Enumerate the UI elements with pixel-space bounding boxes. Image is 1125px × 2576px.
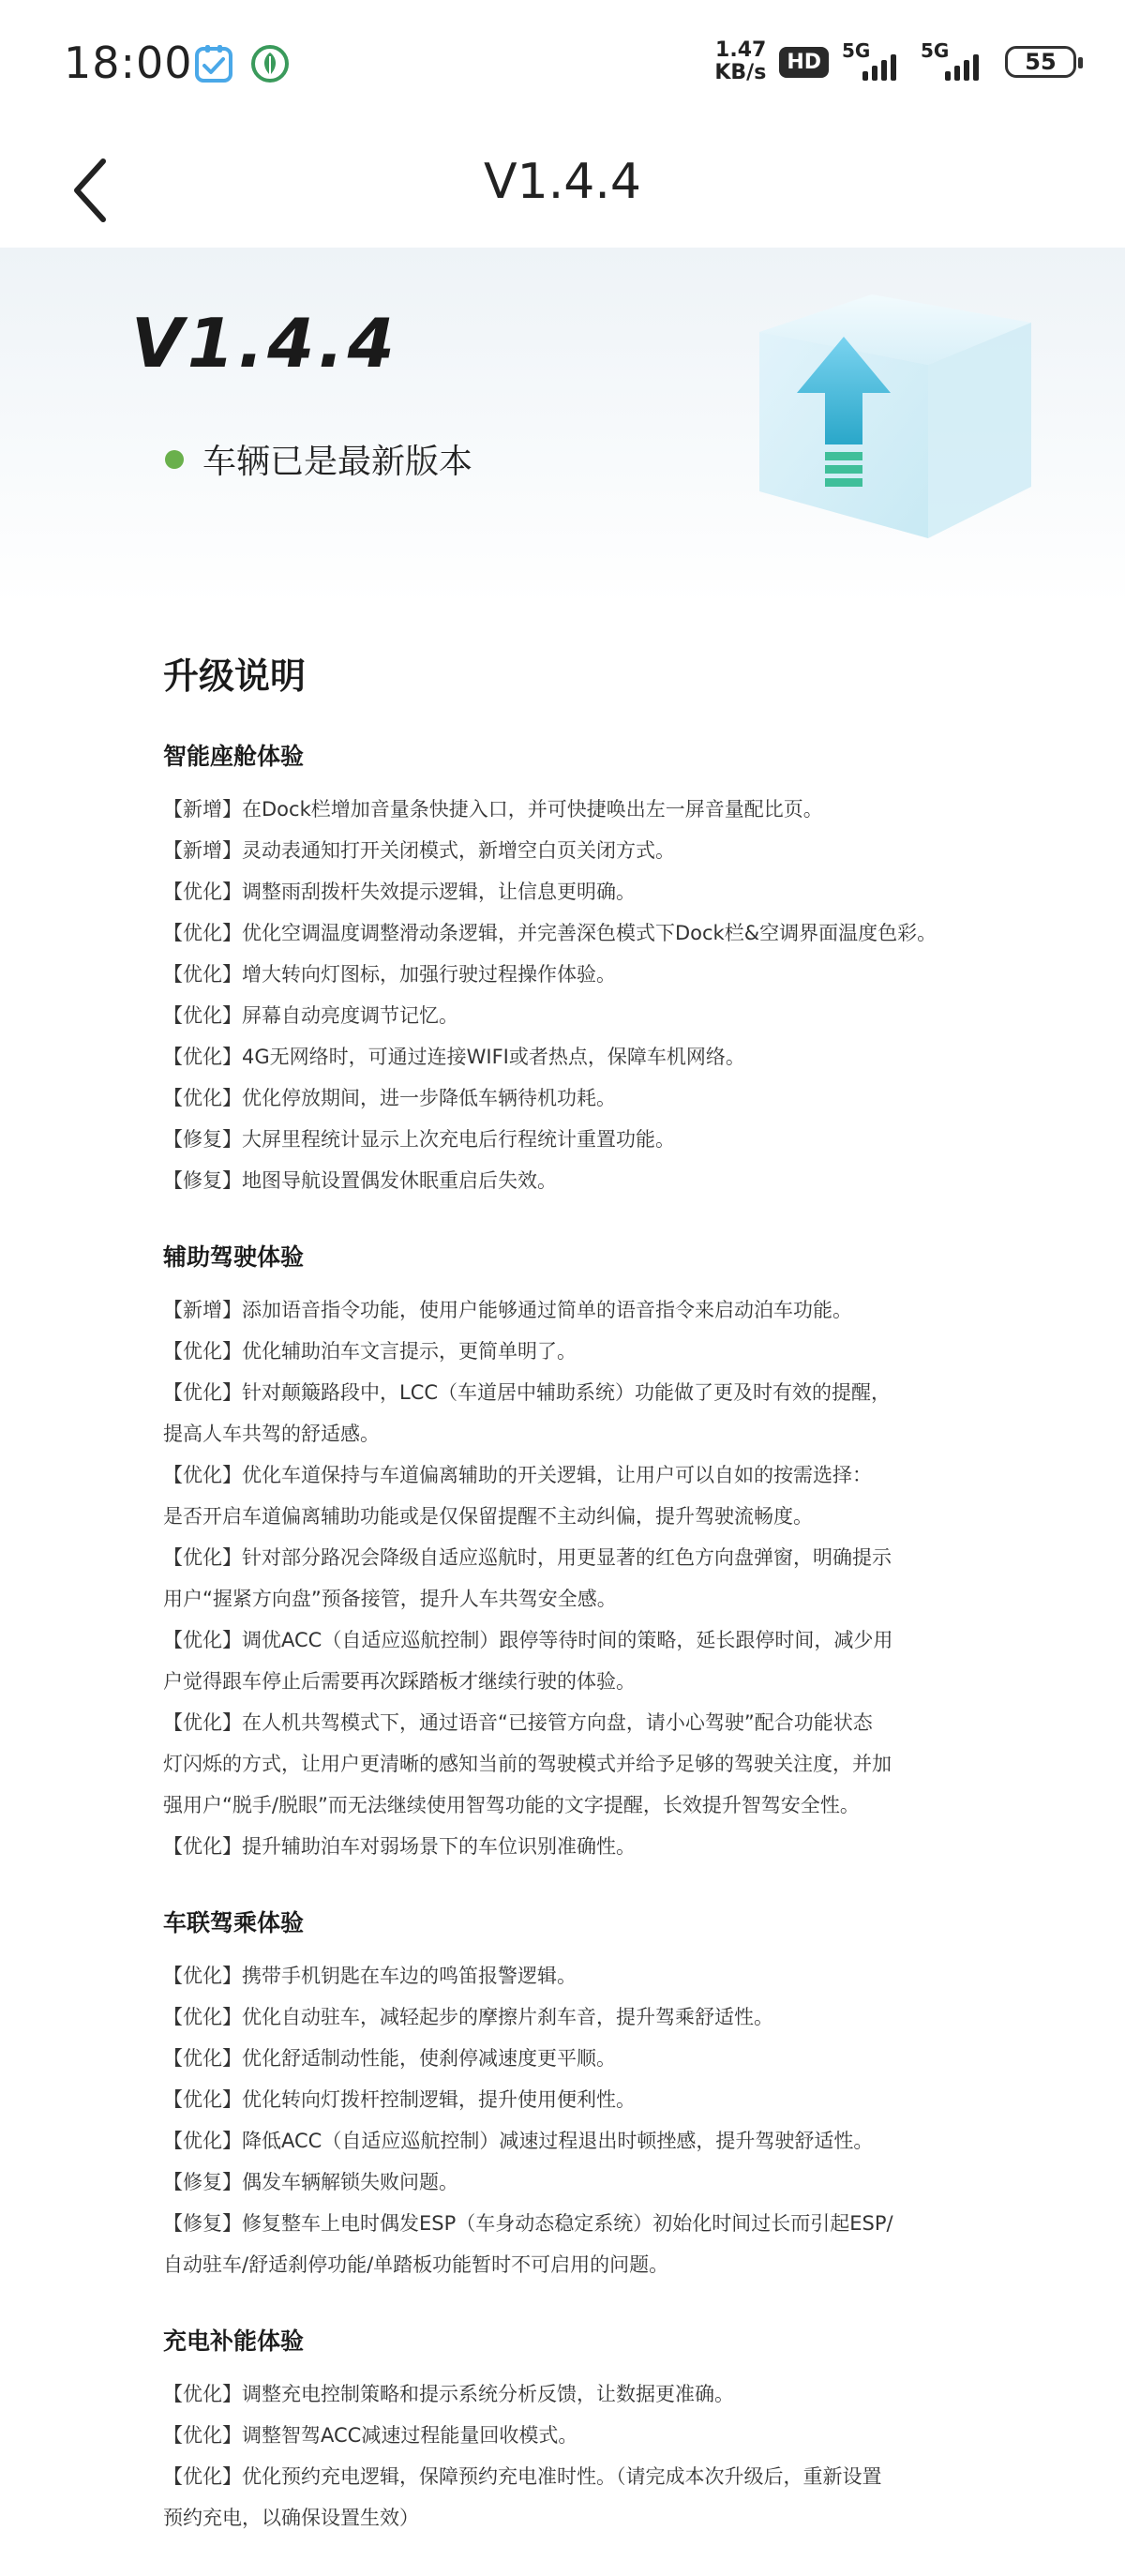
note-line: 【优化】优化预约充电逻辑，保障预约充电准时性。（请完成本次升级后，重新设置 [163, 2465, 882, 2488]
network-speed: 1.47 KB/s [714, 38, 767, 84]
task-check-icon [193, 43, 234, 88]
note-line: 【优化】优化转向灯拨杆控制逻辑，提升使用便利性。 [163, 2088, 636, 2111]
status-time: 18:00 [64, 38, 193, 88]
note-line: 强用户“脱手/脱眼”而无法继续使用智驾功能的文字提醒，长效提升智驾安全性。 [163, 1794, 860, 1816]
note-line: 【优化】调优ACC（自适应巡航控制）跟停等待时间的策略，延长跟停时间，减少用 [163, 1629, 893, 1651]
note-line: 【优化】4G无网络时，可通过连接WIFI或者热点，保障车机网络。 [163, 1046, 745, 1068]
update-status: 车辆已是最新版本 [165, 435, 472, 483]
note-line: 【优化】优化辅助泊车文言提示，更简单明了。 [163, 1340, 577, 1363]
notes-section [163, 1239, 1007, 1867]
notes-section [163, 2323, 1007, 2538]
note-line: 【修复】修复整车上电时偶发ESP（车身动态稳定系统）初始化时间过长而引起ESP/ [163, 2212, 893, 2235]
note-line: 【优化】针对颠簸路段中，LCC（车道居中辅助系统）功能做了更及时有效的提醒， [163, 1381, 892, 1404]
status-indicators [714, 39, 1076, 84]
page-title: V1.4.4 [484, 154, 641, 210]
note-line: 用户“握紧方向盘”预备接管，提升人车共驾安全感。 [163, 1588, 617, 1610]
note-line: 【优化】增大转向灯图标，加强行驶过程操作体验。 [163, 963, 616, 986]
note-line: 【新增】添加语音指令功能，使用户能够通过简单的语音指令来启动泊车功能。 [163, 1299, 852, 1321]
note-line: 是否开启车道偏离辅助功能或是仅保留提醒不主动纠偏，提升驾驶流畅度。 [163, 1505, 813, 1528]
note-line: 【新增】灵动表通知打开关闭模式，新增空白页关闭方式。 [163, 839, 675, 862]
note-line: 【优化】调整智驾ACC减速过程能量回收模式。 [163, 2424, 578, 2447]
signal-sim1-icon: 5G [842, 43, 908, 81]
note-line: 灯闪烁的方式，让用户更清晰的感知当前的驾驶模式并给予足够的驾驶关注度，并加 [163, 1753, 892, 1775]
notes-title: 升级说明 [163, 655, 307, 697]
note-line: 【修复】地图导航设置偶发休眠重启后失效。 [163, 1169, 557, 1192]
notes-section [163, 1905, 1007, 2285]
hero-version: V1.4.4 [131, 304, 398, 383]
note-line: 【修复】大屏里程统计显示上次充电后行程统计重置功能。 [163, 1128, 675, 1151]
note-line: 【优化】携带手机钥匙在车边的鸣笛报警逻辑。 [163, 1965, 577, 1987]
section-title: 车联驾乘体验 [163, 1909, 305, 1936]
nav-bar [0, 131, 1125, 248]
note-line: 户觉得跟车停止后需要再次踩踏板才继续行驶的体验。 [163, 1670, 636, 1693]
note-line: 【修复】偶发车辆解锁失败问题。 [163, 2171, 458, 2193]
note-line: 预约充电，以确保设置生效） [163, 2507, 419, 2529]
note-line: 【优化】在人机共驾模式下，通过语音“已接管方向盘，请小心驾驶”配合功能状态 [163, 1711, 873, 1734]
section-title: 智能座舱体验 [163, 743, 305, 770]
note-line: 【优化】优化车道保持与车道偏离辅助的开关逻辑，让用户可以自如的按需选择： [163, 1464, 872, 1486]
note-line: 【优化】屏幕自动亮度调节记忆。 [163, 1004, 458, 1027]
note-line: 【优化】优化停放期间，进一步降低车辆待机功耗。 [163, 1087, 616, 1109]
note-line: 【新增】在Dock栏增加音量条快捷入口，并可快捷唤出左一屏音量配比页。 [163, 798, 823, 821]
note-line: 【优化】调整雨刮拨杆失效提示逻辑，让信息更明确。 [163, 881, 636, 903]
status-dot-icon [165, 450, 184, 469]
status-bar [0, 0, 1125, 131]
note-line: 【优化】针对部分路况会降级自适应巡航时，用更显著的红色方向盘弹窗，明确提示 [163, 1546, 892, 1569]
section-title: 充电补能体验 [163, 2327, 305, 2355]
notes-section [163, 738, 1007, 1201]
release-notes [163, 647, 1007, 2576]
hd-voice-badge: HD [779, 47, 829, 78]
note-line: 提高人车共驾的舒适感。 [163, 1423, 380, 1445]
note-line: 【优化】调整充电控制策略和提示系统分析反馈，让数据更准确。 [163, 2383, 734, 2405]
note-line: 【优化】优化舒适制动性能，使刹停减速度更平顺。 [163, 2047, 616, 2070]
note-line: 【优化】优化空调温度调整滑动条逻辑，并完善深色模式下Dock栏&空调界面温度色彩。 [163, 922, 938, 944]
note-line: 【优化】优化自动驻车，减轻起步的摩擦片刹车音，提升驾乘舒适性。 [163, 2006, 773, 2028]
leaf-app-icon [249, 43, 291, 88]
upgrade-cube-icon [741, 266, 1050, 548]
note-line: 【优化】降低ACC（自适应巡航控制）减速过程退出时顿挫感，提升驾驶舒适性。 [163, 2130, 874, 2152]
note-line: 【优化】提升辅助泊车对弱场景下的车位识别准确性。 [163, 1835, 636, 1858]
battery-icon: 55 [1005, 46, 1076, 78]
signal-sim2-icon: 5G [921, 43, 992, 81]
note-line: 自动驻车/舒适刹停功能/单踏板功能暂时不可启用的问题。 [163, 2253, 669, 2276]
version-hero [0, 248, 1125, 604]
section-title: 辅助驾驶体验 [163, 1243, 305, 1271]
